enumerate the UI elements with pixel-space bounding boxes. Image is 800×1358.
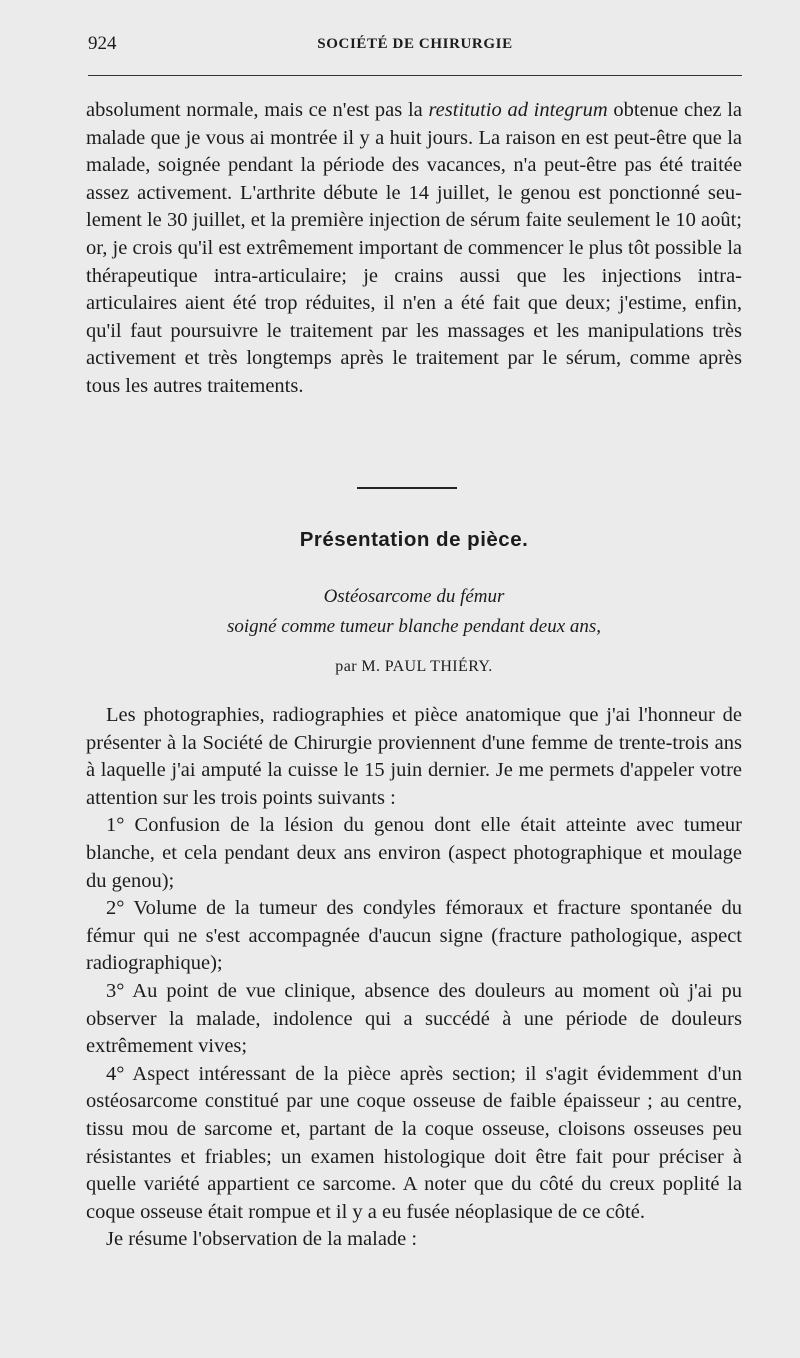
article-subtitle-line-1: Ostéosarcome du fémur [323, 586, 505, 607]
body-text-top [86, 97, 742, 401]
header-rule [88, 75, 742, 76]
article-subtitle-line-2: soigné comme tumeur blanche pendant deux ans, [226, 616, 602, 637]
author-byline: par M. PAUL THIÉRY. [335, 658, 493, 675]
paragraph: Les photographies, radiographies et pièce anatomique que j'ai l'honneur de présenter à la Société de Chirurgie proviennent d'une femme de trente-trois ans à laquelle j'ai amputé la cuisse le 15 juin dernier. Je me permets d'appeler votre attention sur les trois points suivants : [86, 704, 742, 809]
paragraph-point-4: 4° Aspect intéressant de la pièce après section; il s'agit évidemment d'un ostéosarcome constitué par une coque osseuse de faible épaisseur ; au centre, tissu mou de sarcome et, partant de la coque osseuse, cloisons osseuses peu résistantes et friables; un examen histologique doit être fait pour préciser à quelle variété appartient ce sarcome. A noter que du côté du creux poplité la coque osseuse était rompue et il y a eu fusée néoplasique de ce côté. [86, 1062, 742, 1223]
paragraph-point-3: 3° Au point de vue clinique, absence des douleurs au moment où j'ai pu observer la malade, indolence qui a succédé à une période de douleurs extrêmement vives; [86, 979, 742, 1058]
paragraph-text: absolument normale, mais ce n'est pas la [86, 99, 429, 121]
paragraph-point-2: 2° Volume de la tumeur des condyles fémoraux et fracture spontanée du fémur qui ne s'est accompagnée d'aucun signe (fracture pathologique, aspect radiographique); [86, 897, 742, 975]
page-number: 924 [88, 33, 117, 54]
paragraph-text: obtenue chez la malade que je vous ai montrée il y a huit jours. La raison en est peut-être que la malade, soignée pendant la période des vacances, n'a peut-être pas été traitée assez activement. L'arthrite débute le 14 juillet, le genou est ponctionné seulement le 30 juillet, et la première injection de sérum faite seulement le 10 août; or, je crois qu'il est extrêmement important de commencer le plus tôt possible la thérapeutique intra-articulaire; je crains aussi que les injections intra-articulaires aient été trop réduites, il n'en a été fait que deux; j'estime, enfin, qu'il faut poursuivre le traitement par les massages et les manipulations très activement et très longtemps après le traitement par le sérum, comme après tous les autres traitements. [86, 99, 743, 397]
paragraph-continuation [86, 97, 742, 401]
page-header [88, 33, 742, 63]
section-divider [357, 487, 457, 489]
body-text-main [86, 702, 742, 1254]
latin-phrase: restitutio ad integrum [428, 99, 608, 121]
running-title: SOCIÉTÉ DE CHIRURGIE [317, 36, 513, 52]
paragraph-point-1: 1° Confusion de la lésion du genou dont elle était atteinte avec tumeur blanche, et cela pendant deux ans environ (aspect photographique et moulage du genou); [86, 814, 742, 892]
section-title: Présentation de pièce. [299, 528, 529, 551]
paragraph: Je résume l'observation de la malade : [106, 1228, 418, 1251]
